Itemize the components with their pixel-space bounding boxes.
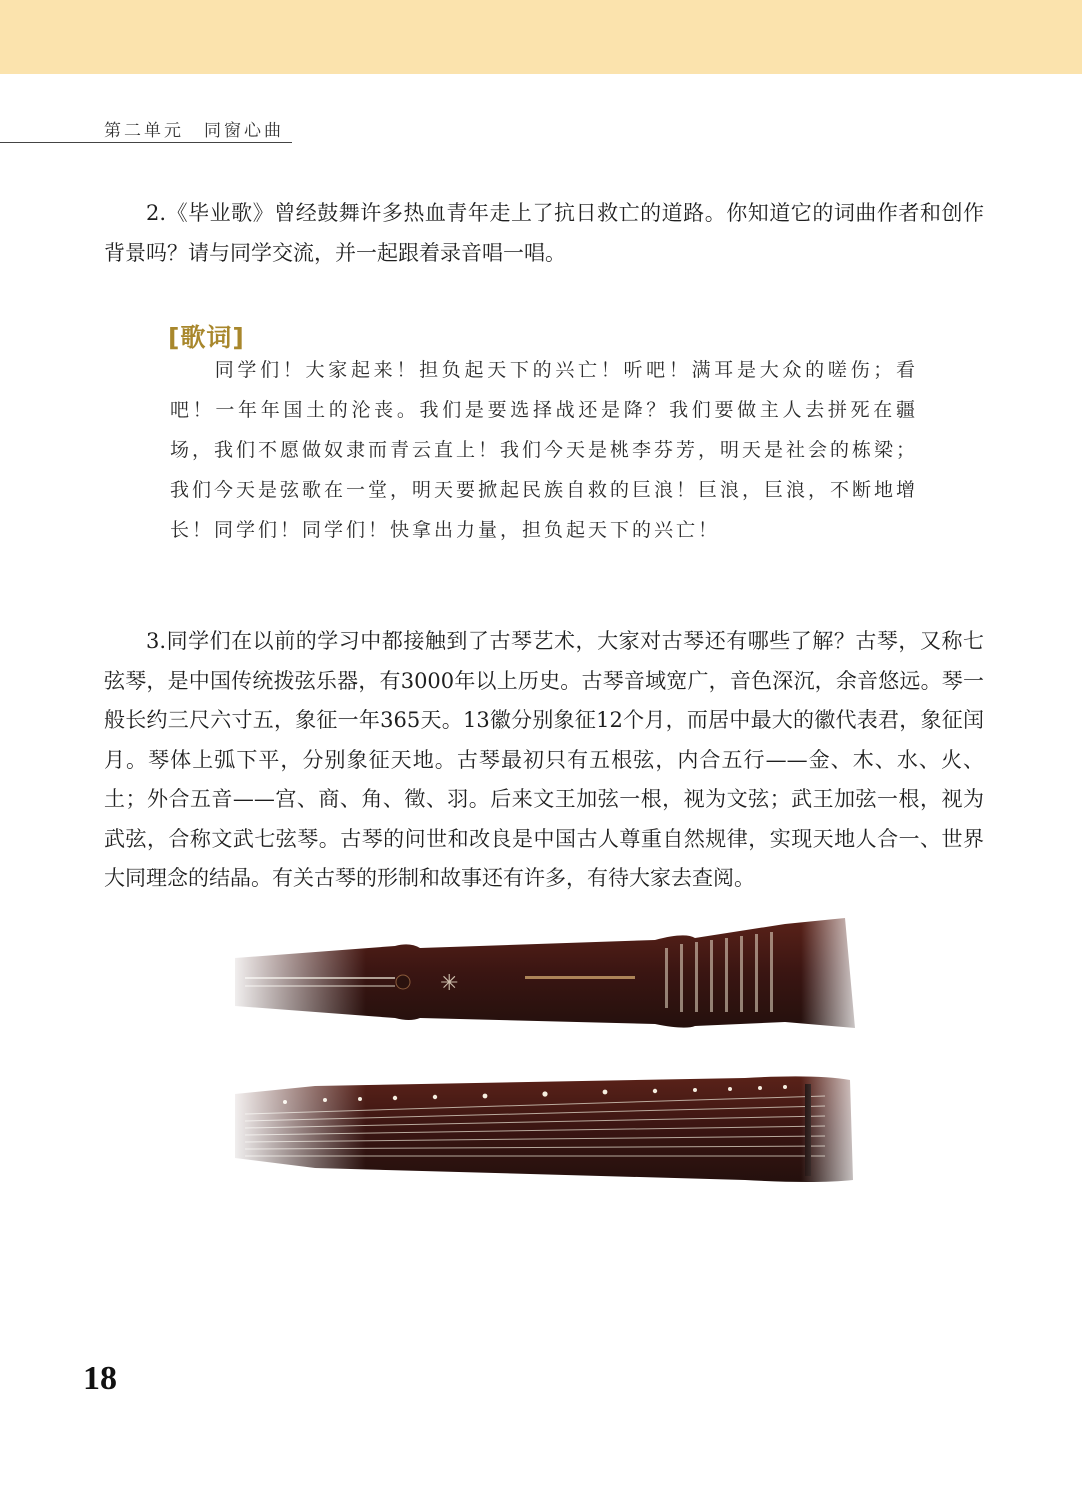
top-color-band	[0, 0, 1082, 74]
question-3-text: 同学们在以前的学习中都接触到了古琴艺术，大家对古琴还有哪些了解？古琴，又称七弦琴，是中国传统拨弦乐器，有3000年以上历史。古琴音域宽广，音色深沉，余音悠远。琴一般长约三尺六寸五，象征一年365天。13徽分别象征12个月，而居中最大的徽代表君，象征闰月。琴体上弧下平，分别象征天地。古琴最初只有五根弦，内合五行——金、木、水、火、土；外合五音——宫、商、角、徵、羽。后来文王加弦一根，视为文弦；武王加弦一根，视为武弦，合称文武七弦琴。古琴的问世和改良是中国古人尊重自然规律，实现天地人合一、世界大同理念的结晶。有关古琴的形制和故事还有许多，有待大家去查阅。	[104, 629, 984, 890]
guqin-photo-figure	[225, 918, 865, 1208]
lyrics-text-block	[170, 350, 918, 550]
guqin-photo-icon	[225, 918, 865, 1208]
question-2-text: 《毕业歌》曾经鼓舞许多热血青年走上了抗日救亡的道路。你知道它的词曲作者和创作背景吗？请与同学交流，并一起跟着录音唱一唱。	[104, 201, 984, 265]
question-2-number: 2.	[146, 201, 167, 225]
question-2-paragraph	[104, 194, 984, 273]
running-head-rule	[0, 142, 292, 143]
lyrics-label: [歌词]	[168, 323, 245, 352]
running-head: 第二单元 同窗心曲	[104, 121, 284, 141]
question-3-number: 3.	[146, 629, 167, 653]
lyrics-text: 同学们！大家起来！担负起天下的兴亡！听吧！满耳是大众的嗟伤；看吧！一年年国土的沦丧。我们是要选择战还是降？我们要做主人去拼死在疆场，我们不愿做奴隶而青云直上！我们今天是桃李芬芳，明天是社会的栋梁；我们今天是弦歌在一堂，明天要掀起民族自救的巨浪！巨浪，巨浪，不断地增长！同学们！同学们！快拿出力量，担负起天下的兴亡！	[170, 359, 919, 541]
question-3-paragraph	[104, 622, 984, 899]
page-number: 18	[83, 1360, 117, 1397]
